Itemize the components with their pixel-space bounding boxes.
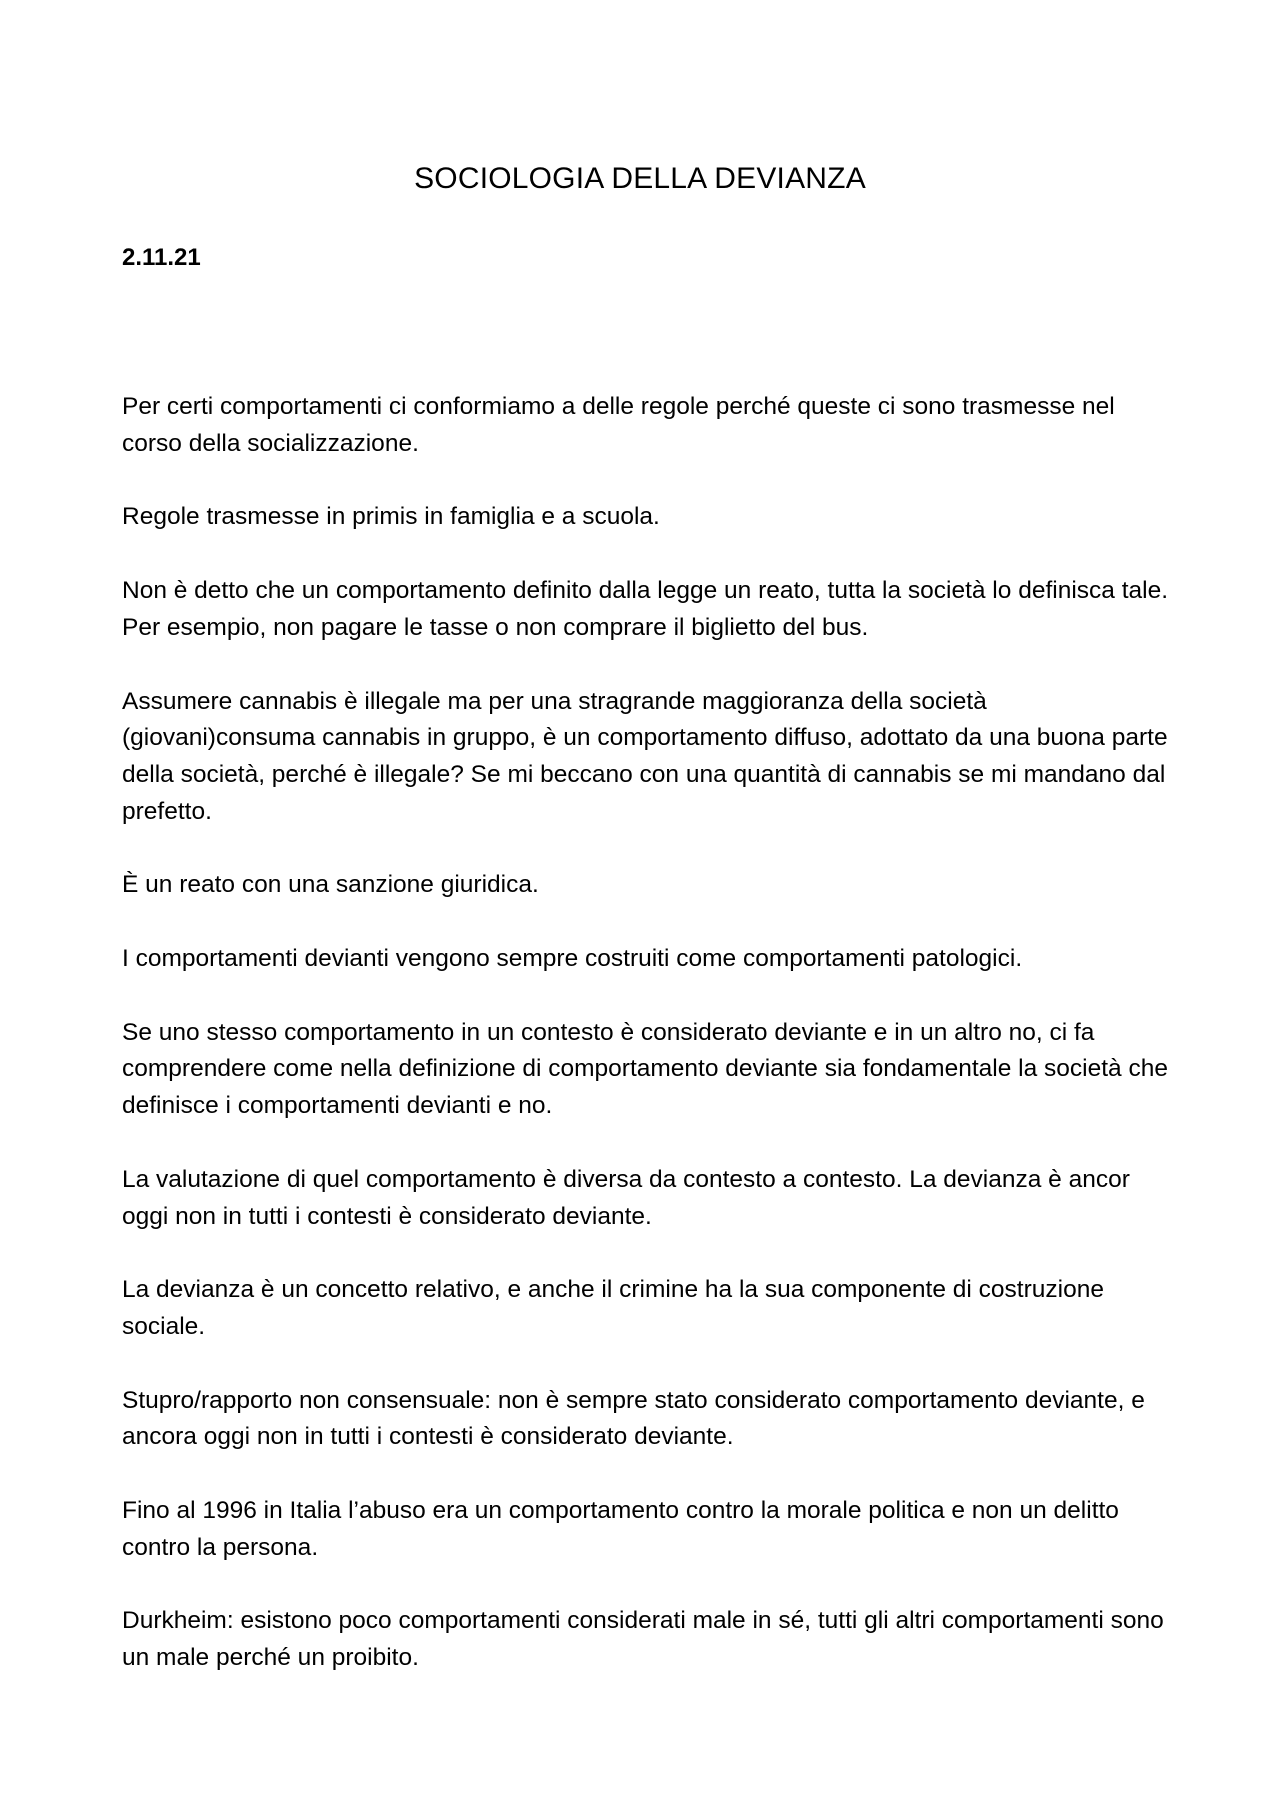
paragraph: Per certi comportamenti ci conformiamo a delle regole perché queste ci sono trasmesse nel corso della socializzazione. xyxy=(122,393,1115,457)
paragraph: Stupro/rapporto non consensuale: non è sempre stato considerato comportamento deviante, e ancora oggi non in tutti i contesti è considerato deviante. xyxy=(122,1386,1145,1451)
paragraph: Regole trasmesse in primis in famiglia e a scuola. xyxy=(122,503,660,531)
paragraph: Non è detto che un comportamento definito dalla legge un reato, tutta la società lo definisca tale. Per esempio, non pagare le tasse o non comprare il biglietto del bus. xyxy=(122,577,1168,641)
paragraph: È un reato con una sanzione giuridica. xyxy=(122,871,539,899)
paragraph: Fino al 1996 in Italia l’abuso era un comportamento contro la morale politica e non un delitto contro la persona. xyxy=(122,1497,1119,1561)
document-body xyxy=(122,389,1172,1714)
paragraph: Se uno stesso comportamento in un contesto è considerato deviante e in un altro no, ci fa comprendere come nella definizione di comportamento deviante sia fondamentale la società che definisce i comportamenti devianti e no. xyxy=(122,1018,1168,1120)
paragraph: Durkheim: esistono poco comportamenti considerati male in sé, tutti gli altri comportamenti sono un male perché un proibito. xyxy=(122,1607,1164,1672)
paragraph: La valutazione di quel comportamento è diversa da contesto a contesto. La devianza è ancor oggi non in tutti i contesti è considerato deviante. xyxy=(122,1165,1130,1230)
paragraph: Assumere cannabis è illegale ma per una stragrande maggioranza della società (giovani)consuma cannabis in gruppo, è un comportamento diffuso, adottato da una buona parte della società, perché è illegale? Se mi beccano con una quantità di cannabis se mi mandano dal prefetto. xyxy=(122,687,1168,825)
paragraph: I comportamenti devianti vengono sempre costruiti come comportamenti patologici. xyxy=(122,945,1023,973)
paragraph: La devianza è un concetto relativo, e anche il crimine ha la sua componente di costruzione sociale. xyxy=(122,1276,1104,1340)
document-title: SOCIOLOGIA DELLA DEVIANZA xyxy=(414,162,866,195)
lecture-date: 2.11.21 xyxy=(122,244,201,271)
